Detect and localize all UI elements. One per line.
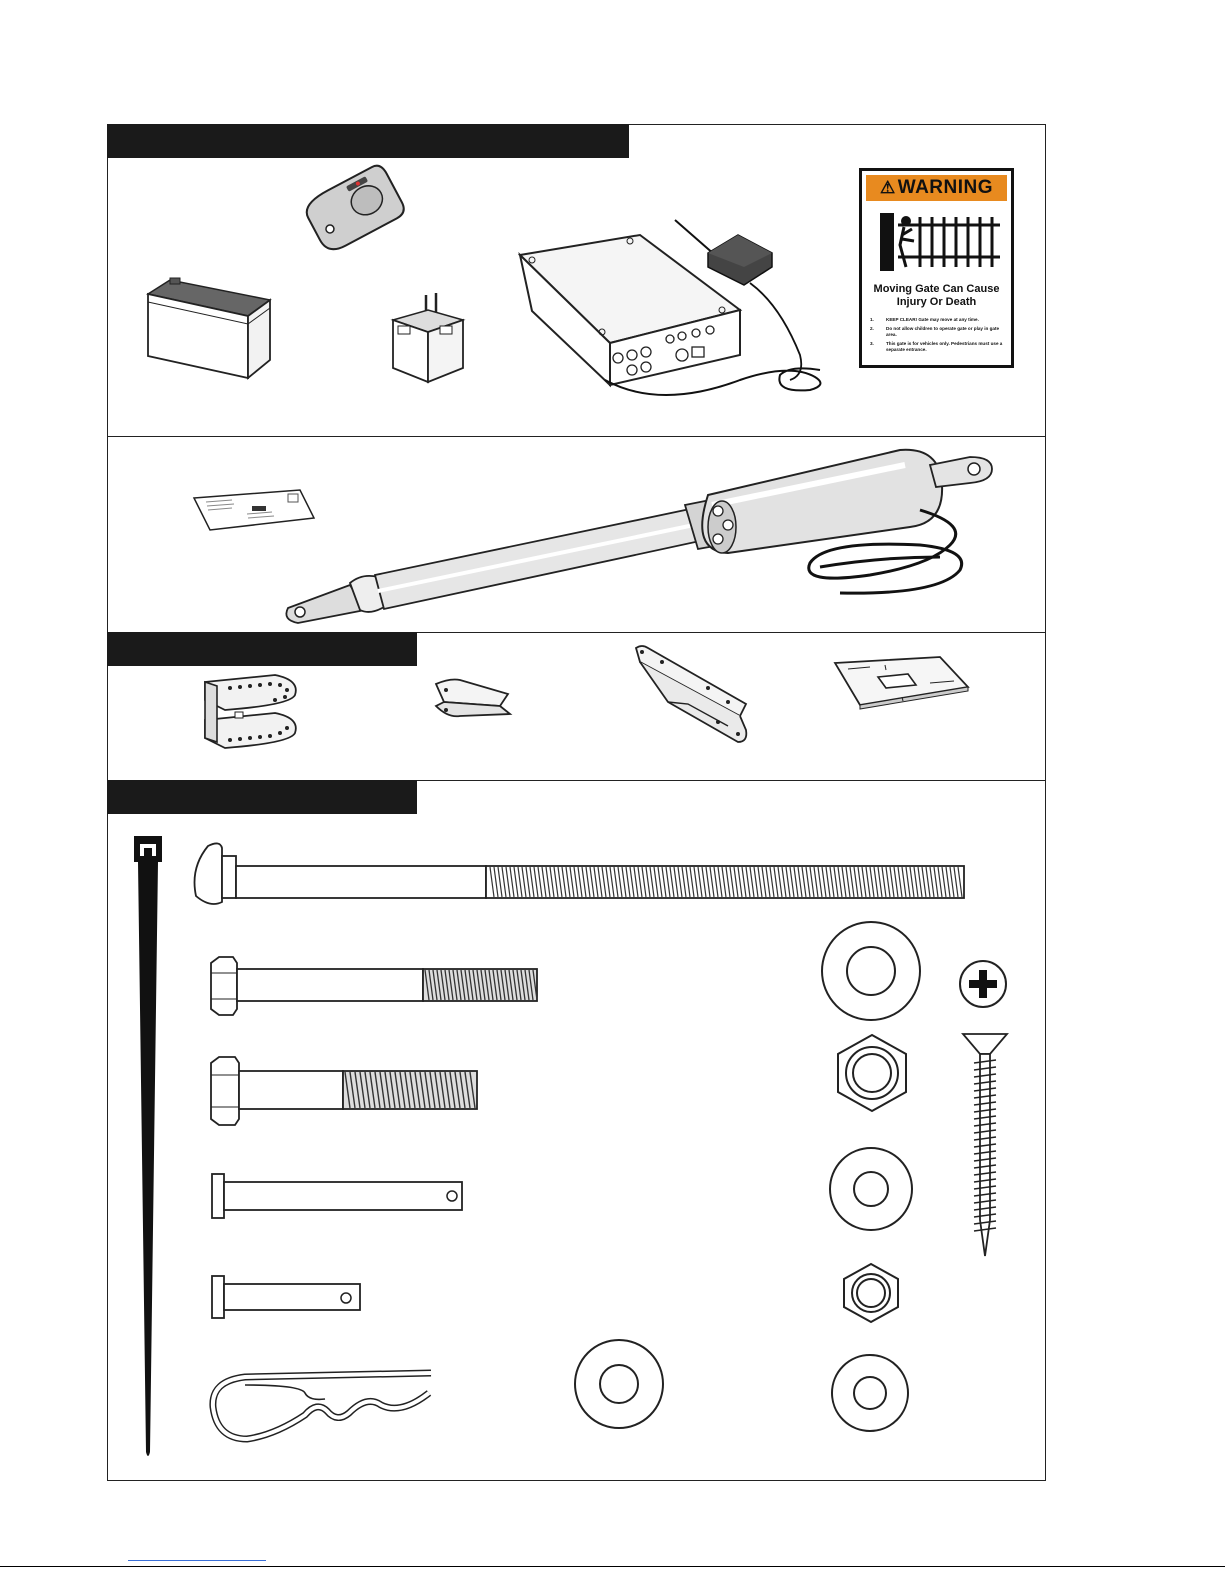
gate-bracket <box>628 642 753 752</box>
clevis-pin-short <box>210 1274 365 1320</box>
warning-header-text: WARNING <box>897 177 994 198</box>
warning-sign <box>859 168 1014 368</box>
post-bracket <box>195 670 305 755</box>
warning-item-number: 2. <box>870 326 874 331</box>
cable-tie <box>128 832 168 1462</box>
flat-washer-medium <box>828 1146 914 1232</box>
hair-pin-clip <box>205 1365 440 1445</box>
power-adapter <box>388 290 468 385</box>
section-header-bar-3 <box>107 780 417 814</box>
section-divider-1 <box>107 436 1046 437</box>
phillips-screw <box>960 1030 1010 1260</box>
battery <box>140 272 275 382</box>
hex-bolt-short <box>207 1055 482 1127</box>
flat-washer-small <box>573 1338 665 1430</box>
warning-item-text: This gate is for vehicles only. Pedestrians must use a separate entrance. <box>886 341 1003 352</box>
warning-title <box>862 283 1011 309</box>
warning-list <box>870 317 1006 356</box>
mounting-plate <box>830 655 970 710</box>
flat-washer-large <box>820 920 922 1022</box>
warning-header <box>866 175 1007 201</box>
clevis-pin-long <box>210 1172 470 1220</box>
warning-item <box>870 326 1006 338</box>
hex-bolt-long <box>207 955 542 1017</box>
phillips-screw-head-icon <box>958 959 1008 1009</box>
warning-item <box>870 341 1006 353</box>
warning-item-text: Do not allow children to operate gate or play in gate area. <box>886 326 1000 337</box>
hex-nut-small <box>840 1262 902 1324</box>
hex-nut-large <box>832 1033 912 1113</box>
warning-item-number: 3. <box>870 341 874 346</box>
section-header-bar-1 <box>107 124 629 158</box>
footer-link-underline <box>128 1560 266 1561</box>
small-bracket <box>430 676 520 721</box>
warning-title-line1: Moving Gate Can Cause <box>873 283 1000 295</box>
warning-triangle-icon: ⚠ <box>879 178 896 197</box>
warning-item-text: KEEP CLEAR! Gate may move at any time. <box>886 317 979 322</box>
warning-item-number: 1. <box>870 317 874 322</box>
flat-washer-bottom <box>830 1353 910 1433</box>
carriage-bolt <box>190 838 970 913</box>
actuator-arm <box>280 445 1010 630</box>
remote-transmitter <box>300 165 410 255</box>
gate-pinch-icon <box>880 211 1000 273</box>
section-header-bar-2 <box>107 632 417 666</box>
warning-item <box>870 317 1006 323</box>
control-box <box>510 215 840 410</box>
footer-rule <box>0 1566 1225 1567</box>
warning-title-line2: Injury Or Death <box>896 296 977 308</box>
